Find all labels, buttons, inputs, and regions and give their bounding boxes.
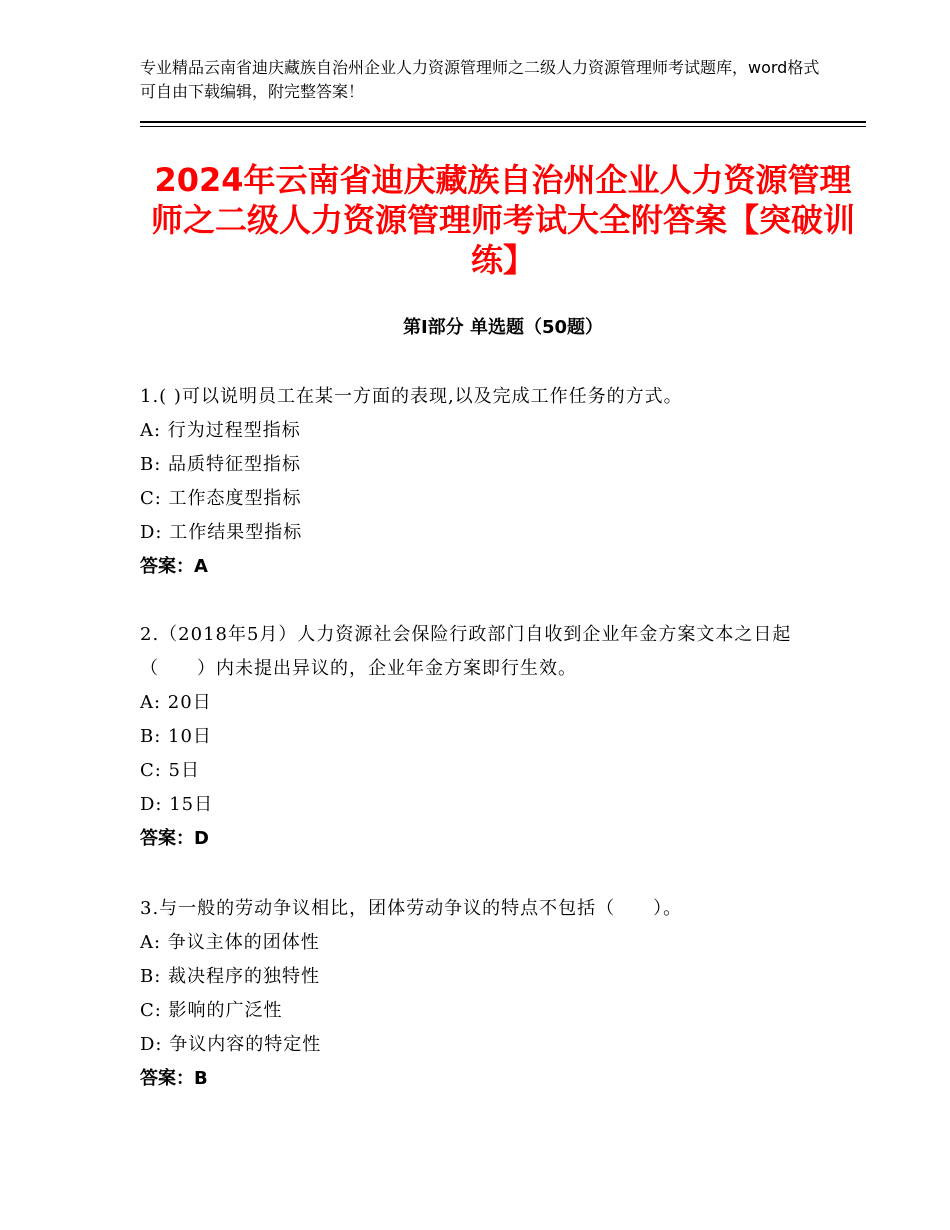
option-a: A: 争议主体的团体性 bbox=[140, 932, 320, 953]
option-c: C: 工作态度型指标 bbox=[140, 488, 302, 509]
option-b: B: 10日 bbox=[140, 726, 212, 747]
option-d: D: 15日 bbox=[140, 794, 214, 815]
header-note: 专业精品云南省迪庆藏族自治州企业人力资源管理师之二级人力资源管理师考试题库，word格式可自由下载编辑，附完整答案！ bbox=[140, 58, 820, 101]
option-a: A: 20日 bbox=[140, 692, 212, 713]
question-2 bbox=[140, 618, 830, 856]
option-c: C: 5日 bbox=[140, 760, 201, 781]
answer: 答案：D bbox=[140, 828, 209, 849]
header-rule-thick bbox=[140, 121, 866, 123]
header-rule-thin bbox=[140, 126, 866, 127]
document-title: 2024年云南省迪庆藏族自治州企业人力资源管理师之二级人力资源管理师考试大全附答案【突破训练】 bbox=[150, 161, 855, 279]
question-stem: 3.与一般的劳动争议相比，团体劳动争议的特点不包括（ ）。 bbox=[140, 898, 683, 919]
option-c: C: 影响的广泛性 bbox=[140, 1000, 283, 1021]
option-a: A: 行为过程型指标 bbox=[140, 420, 301, 441]
option-d: D: 工作结果型指标 bbox=[140, 522, 303, 543]
question-3 bbox=[140, 892, 830, 1096]
question-stem: 1.( )可以说明员工在某一方面的表现,以及完成工作任务的方式。 bbox=[140, 386, 683, 407]
option-b: B: 裁决程序的独特性 bbox=[140, 966, 321, 987]
answer: 答案：B bbox=[140, 1068, 208, 1089]
question-1 bbox=[140, 380, 830, 584]
option-d: D: 争议内容的特定性 bbox=[140, 1034, 322, 1055]
section-title: 第Ⅰ部分 单选题（50题） bbox=[402, 317, 603, 338]
answer: 答案：A bbox=[140, 556, 208, 577]
option-b: B: 品质特征型指标 bbox=[140, 454, 302, 475]
question-stem: 2.（2018年5月）人力资源社会保险行政部门自收到企业年金方案文本之日起（ ）内未提出异议的，企业年金方案即行生效。 bbox=[140, 624, 792, 679]
